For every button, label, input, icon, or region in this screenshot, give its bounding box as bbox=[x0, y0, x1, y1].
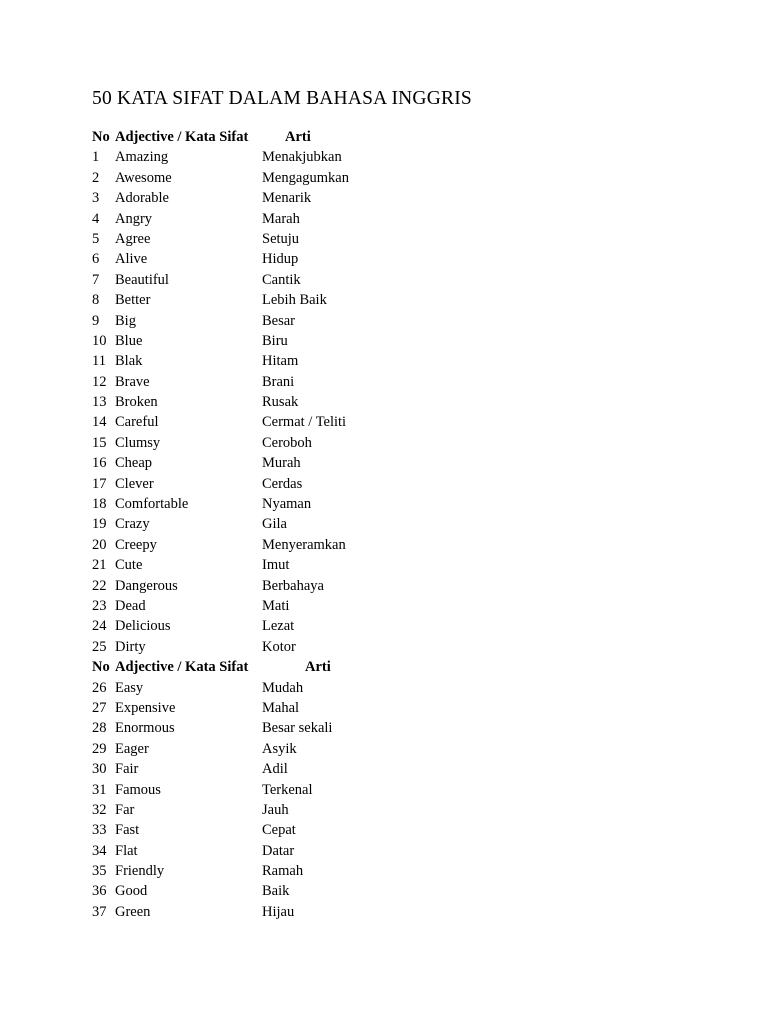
row-arti: Lebih Baik bbox=[262, 292, 327, 309]
row-adjective: Beautiful bbox=[115, 271, 169, 288]
row-adjective: Far bbox=[115, 801, 135, 818]
row-number: 37 bbox=[92, 903, 107, 920]
row-arti: Nyaman bbox=[262, 496, 312, 513]
row-number: 32 bbox=[92, 801, 107, 818]
row-arti: Menakjubkan bbox=[262, 149, 342, 166]
row-number: 25 bbox=[92, 638, 107, 655]
row-arti: Cermat / Teliti bbox=[262, 414, 347, 431]
row-number: 15 bbox=[92, 434, 107, 451]
row-adjective: Angry bbox=[115, 210, 153, 227]
row-adjective: Clever bbox=[115, 475, 154, 492]
row-adjective: Expensive bbox=[115, 699, 176, 716]
row-adjective: Good bbox=[115, 883, 148, 900]
row-number: 11 bbox=[92, 353, 106, 370]
row-number: 19 bbox=[92, 516, 107, 533]
row-number: 24 bbox=[92, 618, 107, 635]
row-number: 36 bbox=[92, 883, 107, 900]
row-arti: Kotor bbox=[262, 638, 296, 655]
row-arti: Berbahaya bbox=[262, 577, 324, 594]
row-adjective: Clumsy bbox=[115, 434, 161, 451]
row-number: 16 bbox=[92, 455, 107, 472]
row-adjective: Eager bbox=[115, 740, 149, 757]
row-adjective: Dirty bbox=[115, 638, 146, 655]
header-adjective: Adjective / Kata Sifat bbox=[115, 129, 249, 145]
row-arti: Datar bbox=[262, 842, 295, 859]
row-arti: Mati bbox=[262, 597, 290, 614]
row-adjective: Better bbox=[115, 292, 151, 309]
header-no: No bbox=[92, 659, 110, 676]
row-number: 22 bbox=[92, 577, 107, 594]
row-arti: Setuju bbox=[262, 230, 300, 247]
row-arti: Brani bbox=[262, 373, 295, 390]
row-arti: Hidup bbox=[262, 251, 299, 268]
row-arti: Besar sekali bbox=[262, 720, 333, 737]
row-adjective: Brave bbox=[115, 373, 150, 390]
row-number: 7 bbox=[92, 271, 100, 288]
row-adjective: Cute bbox=[115, 557, 143, 574]
row-adjective: Adorable bbox=[115, 190, 169, 207]
row-arti: Cepat bbox=[262, 822, 296, 839]
row-number: 23 bbox=[92, 597, 107, 614]
row-arti: Baik bbox=[262, 883, 290, 900]
row-adjective: Comfortable bbox=[115, 496, 189, 513]
row-arti: Mengagumkan bbox=[262, 169, 349, 186]
row-adjective: Blue bbox=[115, 332, 143, 349]
row-number: 10 bbox=[92, 332, 107, 349]
row-arti: Biru bbox=[262, 332, 288, 349]
row-number: 1 bbox=[92, 149, 100, 166]
row-adjective: Famous bbox=[115, 781, 161, 798]
row-arti: Terkenal bbox=[262, 781, 313, 798]
row-arti: Imut bbox=[262, 557, 290, 574]
row-adjective: Careful bbox=[115, 414, 159, 431]
row-number: 17 bbox=[92, 475, 107, 492]
row-arti: Hijau bbox=[262, 903, 295, 920]
row-arti: Marah bbox=[262, 210, 300, 227]
row-number: 31 bbox=[92, 781, 107, 798]
row-arti: Rusak bbox=[262, 394, 299, 411]
row-adjective: Amazing bbox=[115, 149, 169, 166]
row-arti: Murah bbox=[262, 455, 301, 472]
row-number: 26 bbox=[92, 679, 107, 696]
header-adjective: Adjective / Kata Sifat bbox=[115, 659, 249, 676]
row-arti: Besar bbox=[262, 312, 296, 329]
row-arti: Hitam bbox=[262, 353, 299, 370]
header-arti: Arti bbox=[305, 659, 331, 676]
row-number: 3 bbox=[92, 190, 100, 207]
row-number: 14 bbox=[92, 414, 107, 431]
row-number: 2 bbox=[92, 169, 100, 186]
row-number: 33 bbox=[92, 822, 107, 839]
row-arti: Mudah bbox=[262, 679, 304, 696]
row-arti: Ceroboh bbox=[262, 434, 312, 451]
row-number: 35 bbox=[92, 863, 107, 880]
row-adjective: Dangerous bbox=[115, 577, 178, 594]
row-adjective: Green bbox=[115, 903, 151, 920]
row-adjective: Fast bbox=[115, 822, 140, 839]
row-adjective: Blak bbox=[115, 353, 143, 370]
header-arti: Arti bbox=[285, 129, 311, 145]
row-number: 12 bbox=[92, 373, 107, 390]
row-number: 28 bbox=[92, 720, 107, 737]
row-arti: Gila bbox=[262, 516, 287, 533]
row-adjective: Fair bbox=[115, 761, 139, 778]
row-arti: Adil bbox=[262, 761, 288, 778]
row-arti: Cantik bbox=[262, 271, 301, 288]
row-arti: Ramah bbox=[262, 863, 304, 880]
row-number: 30 bbox=[92, 761, 107, 778]
row-number: 20 bbox=[92, 536, 107, 553]
row-number: 9 bbox=[92, 312, 100, 329]
row-number: 34 bbox=[92, 842, 107, 859]
row-adjective: Big bbox=[115, 312, 136, 329]
document-title: 50 KATA SIFAT DALAM BAHASA INGGRIS bbox=[92, 88, 472, 109]
row-number: 13 bbox=[92, 394, 107, 411]
row-adjective: Dead bbox=[115, 597, 146, 614]
row-arti: Jauh bbox=[262, 801, 289, 818]
row-number: 8 bbox=[92, 292, 100, 309]
row-adjective: Cheap bbox=[115, 455, 153, 472]
row-adjective: Enormous bbox=[115, 720, 175, 737]
row-number: 27 bbox=[92, 699, 107, 716]
row-number: 6 bbox=[92, 251, 100, 268]
row-adjective: Crazy bbox=[115, 516, 150, 533]
row-adjective: Alive bbox=[115, 251, 148, 268]
header-no: No bbox=[92, 129, 110, 145]
row-adjective: Flat bbox=[115, 842, 138, 859]
row-number: 29 bbox=[92, 740, 107, 757]
row-adjective: Awesome bbox=[115, 169, 172, 186]
row-adjective: Agree bbox=[115, 230, 151, 247]
row-arti: Lezat bbox=[262, 618, 295, 635]
row-number: 18 bbox=[92, 496, 107, 513]
row-adjective: Creepy bbox=[115, 536, 157, 553]
row-number: 5 bbox=[92, 230, 100, 247]
row-adjective: Broken bbox=[115, 394, 158, 411]
row-arti: Menarik bbox=[262, 190, 312, 207]
row-arti: Asyik bbox=[262, 740, 297, 757]
row-arti: Cerdas bbox=[262, 475, 303, 492]
row-adjective: Easy bbox=[115, 679, 144, 696]
row-number: 21 bbox=[92, 557, 107, 574]
row-number: 4 bbox=[92, 210, 100, 227]
row-adjective: Delicious bbox=[115, 618, 171, 635]
row-arti: Mahal bbox=[262, 699, 300, 716]
row-arti: Menyeramkan bbox=[262, 536, 346, 553]
row-adjective: Friendly bbox=[115, 863, 165, 880]
